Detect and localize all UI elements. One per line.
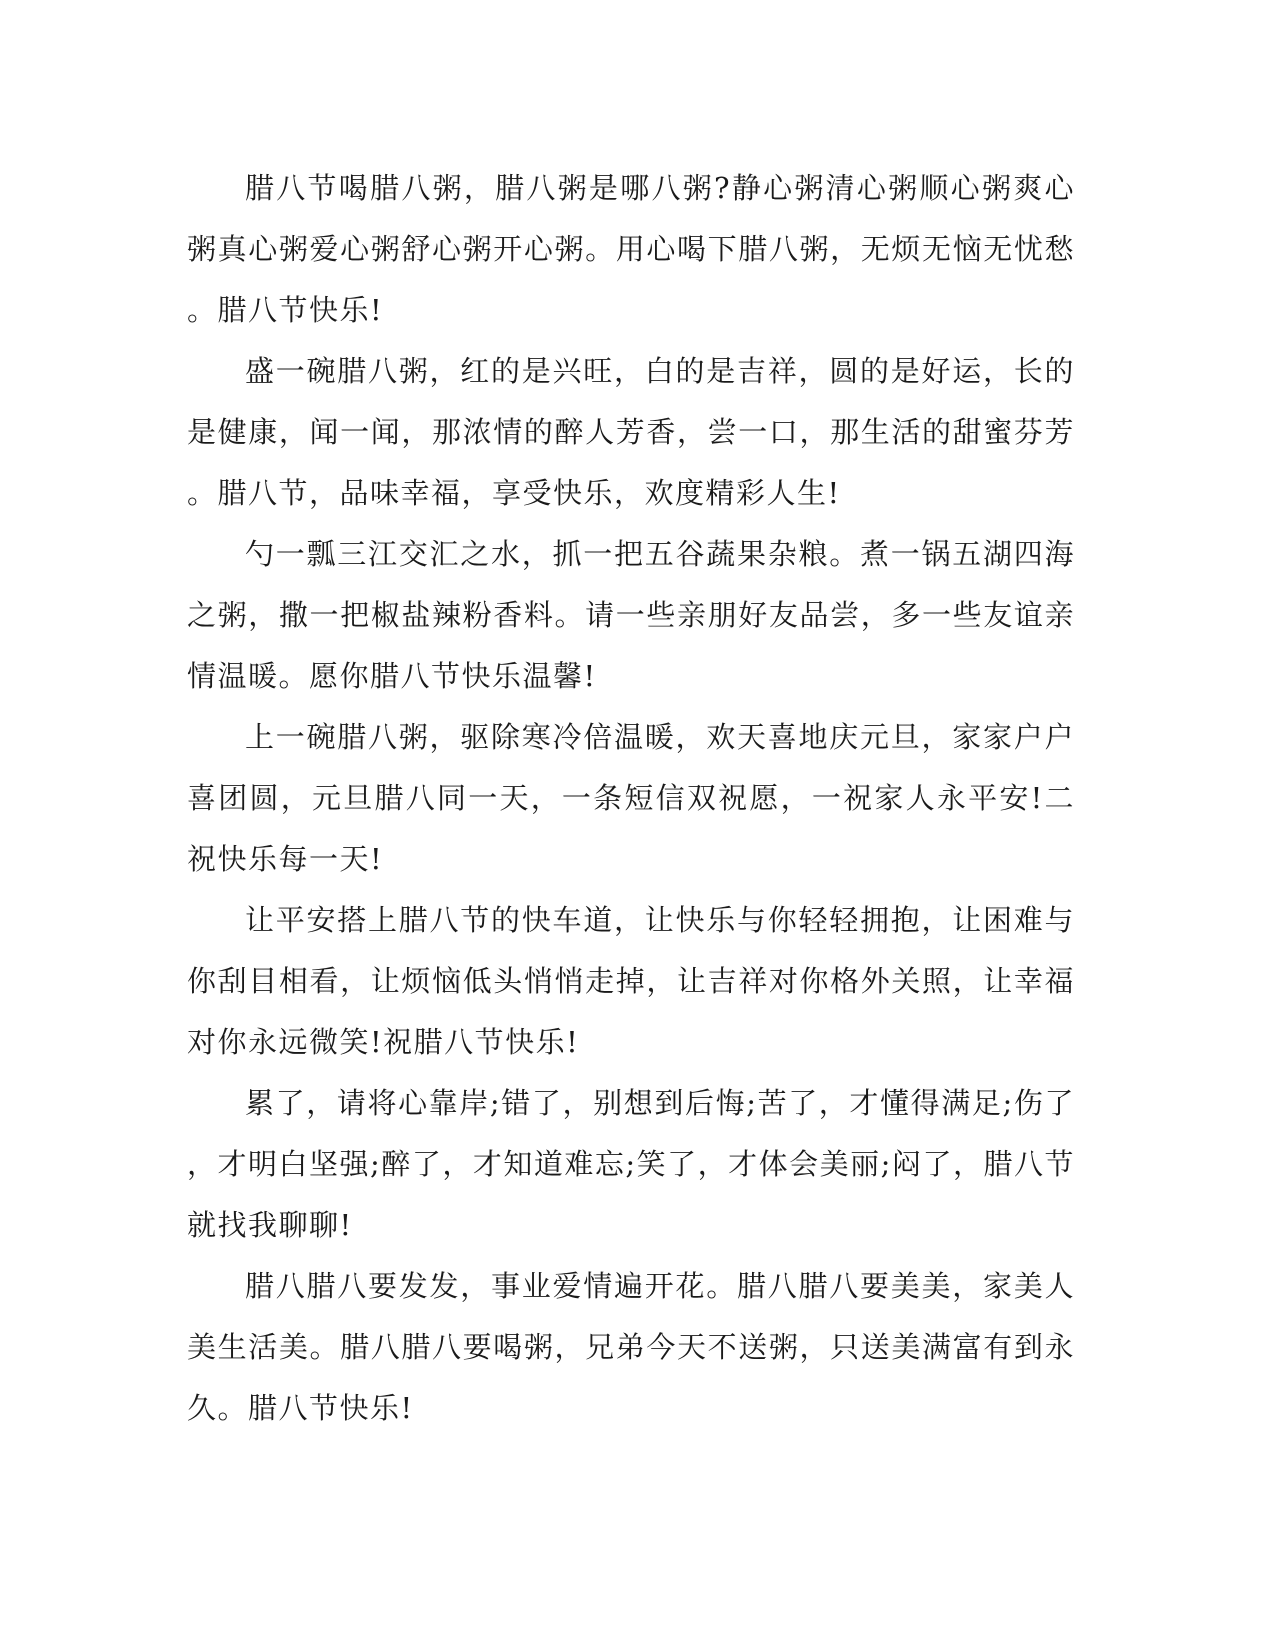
paragraph: 腊八节喝腊八粥，腊八粥是哪八粥?静心粥清心粥顺心粥爽心粥真心粥爱心粥舒心粥开心粥。用心喝下腊八粥，无烦无恼无忧愁。腊八节快乐! [187,171,1075,327]
paragraph: 勺一瓢三江交汇之水，抓一把五谷蔬果杂粮。煮一锅五湖四海之粥，撒一把椒盐辣粉香料。请一些亲朋好友品尝，多一些友谊亲情温暖。愿你腊八节快乐温馨! [187,537,1075,693]
paragraph: 盛一碗腊八粥，红的是兴旺，白的是吉祥，圆的是好运，长的是健康，闻一闻，那浓情的醉人芳香，尝一口，那生活的甜蜜芬芳。腊八节，品味幸福，享受快乐，欢度精彩人生! [187,354,1075,510]
paragraph: 上一碗腊八粥，驱除寒冷倍温暖，欢天喜地庆元旦，家家户户喜团圆，元旦腊八同一天，一条短信双祝愿，一祝家人永平安!二祝快乐每一天! [187,720,1075,876]
document-body [187,158,1075,1439]
paragraph: 累了，请将心靠岸;错了，别想到后悔;苦了，才懂得满足;伤了，才明白坚强;醉了，才知道难忘;笑了，才体会美丽;闷了，腊八节就找我聊聊! [187,1086,1075,1242]
paragraph: 让平安搭上腊八节的快车道，让快乐与你轻轻拥抱，让困难与你刮目相看，让烦恼低头悄悄走掉，让吉祥对你格外关照，让幸福对你永远微笑!祝腊八节快乐! [187,903,1075,1059]
paragraph: 腊八腊八要发发，事业爱情遍开花。腊八腊八要美美，家美人美生活美。腊八腊八要喝粥，兄弟今天不送粥，只送美满富有到永久。腊八节快乐! [187,1269,1075,1425]
